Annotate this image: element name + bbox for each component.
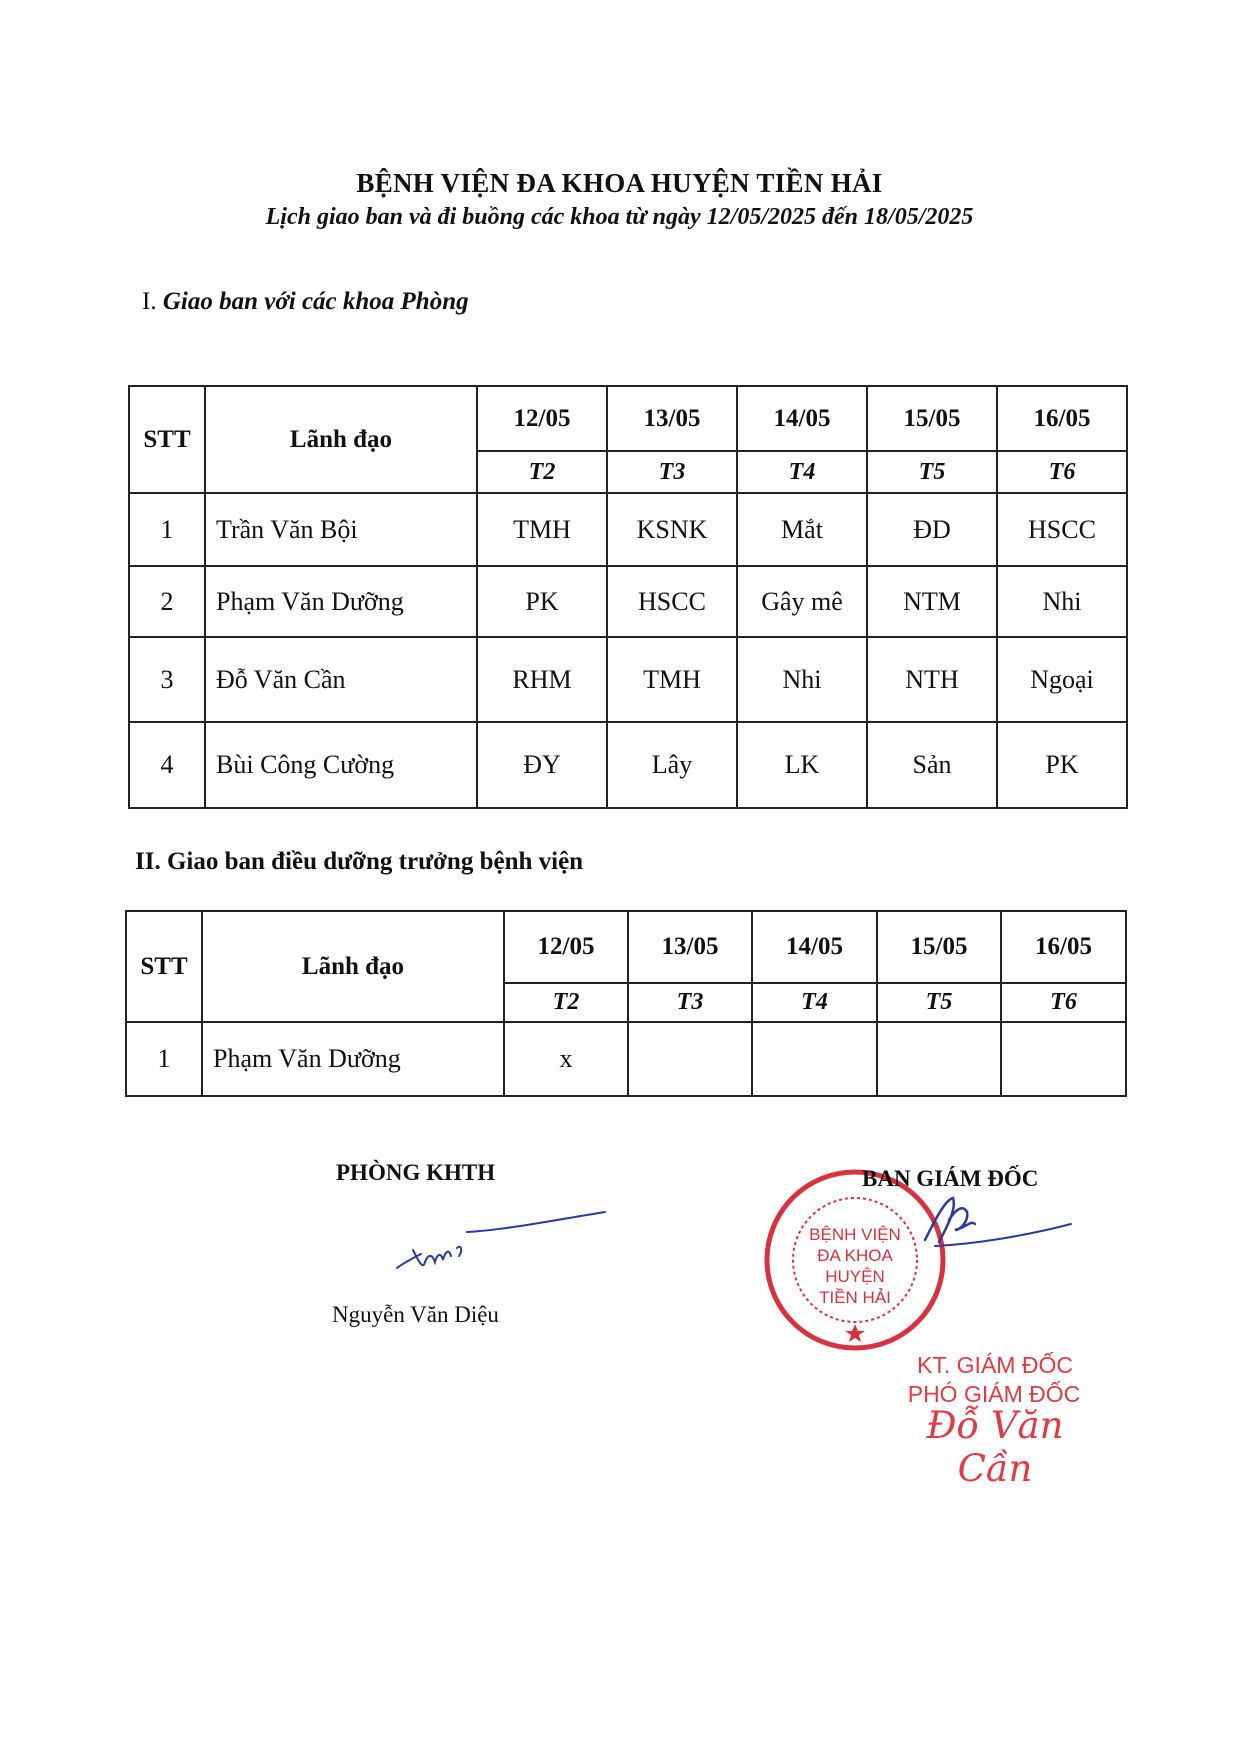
header-stt: STT xyxy=(126,911,202,1022)
header-date: 14/05 xyxy=(737,386,867,451)
header-stt: STT xyxy=(129,386,205,493)
schedule-cell: ĐD xyxy=(867,493,997,566)
row-stt: 3 xyxy=(129,637,205,722)
section-1-heading xyxy=(142,288,469,316)
khth-signer-name: Nguyễn Văn Diệu xyxy=(332,1302,499,1327)
header-leader: Lãnh đạo xyxy=(205,386,477,493)
schedule-cell: Nhi xyxy=(737,637,867,722)
schedule-cell: Ngoại xyxy=(997,637,1127,722)
header-date: 12/05 xyxy=(477,386,607,451)
seal-line-2: ĐA KHOA xyxy=(817,1246,893,1265)
section-1-table xyxy=(128,385,1128,809)
khth-signature xyxy=(385,1200,615,1280)
row-leader-name: Bùi Công Cường xyxy=(205,722,477,808)
row-leader-name: Phạm Văn Dưỡng xyxy=(202,1022,504,1096)
row-stt: 2 xyxy=(129,566,205,637)
header-date: 16/05 xyxy=(997,386,1127,451)
hospital-title: BỆNH VIỆN ĐA KHOA HUYỆN TIỀN HẢI xyxy=(356,168,883,198)
header-day: T2 xyxy=(504,983,628,1022)
section-1-number: I. xyxy=(142,288,163,315)
header-date: 14/05 xyxy=(752,911,877,983)
row-stt: 1 xyxy=(126,1022,202,1096)
schedule-cell xyxy=(752,1022,877,1096)
deputy-title-line-2: PHÓ GIÁM ĐỐC xyxy=(907,1381,1081,1407)
header-date: 13/05 xyxy=(607,386,737,451)
header-day: T4 xyxy=(737,451,867,493)
deputy-title-line-1: KT. GIÁM ĐỐC xyxy=(917,1352,1073,1378)
schedule-cell: TMH xyxy=(477,493,607,566)
deputy-director-name: Đỗ Văn Cần xyxy=(926,1404,1064,1490)
schedule-cell: NTH xyxy=(867,637,997,722)
table-header-row xyxy=(129,386,1127,451)
header-leader: Lãnh đạo xyxy=(202,911,504,1022)
header-day: T3 xyxy=(607,451,737,493)
seal-line-4: TIỀN HẢI xyxy=(819,1288,891,1307)
schedule-cell: Sản xyxy=(867,722,997,808)
schedule-cell: HSCC xyxy=(997,493,1127,566)
header-day: T4 xyxy=(752,983,877,1022)
table-header-row xyxy=(126,911,1126,983)
row-stt: 4 xyxy=(129,722,205,808)
table-row xyxy=(126,1022,1126,1096)
section-2-heading: II. Giao ban điều dưỡng trưởng bệnh viện xyxy=(135,848,584,875)
header-date: 15/05 xyxy=(867,386,997,451)
schedule-cell: HSCC xyxy=(607,566,737,637)
directorate-label: BAN GIÁM ĐỐC xyxy=(862,1166,1039,1191)
schedule-subtitle: Lịch giao ban và đi buồng các khoa từ ngày 12/05/2025 đến 18/05/2025 xyxy=(265,204,974,230)
schedule-cell xyxy=(628,1022,752,1096)
schedule-cell xyxy=(1001,1022,1126,1096)
table-row xyxy=(129,637,1127,722)
header-day: T5 xyxy=(867,451,997,493)
header-date: 12/05 xyxy=(504,911,628,983)
schedule-cell: NTM xyxy=(867,566,997,637)
schedule-cell: Nhi xyxy=(997,566,1127,637)
header-date: 16/05 xyxy=(1001,911,1126,983)
header-day: T5 xyxy=(877,983,1001,1022)
table-row xyxy=(129,566,1127,637)
section-2-table xyxy=(125,910,1127,1097)
schedule-cell: LK xyxy=(737,722,867,808)
schedule-cell xyxy=(877,1022,1001,1096)
header-day: T3 xyxy=(628,983,752,1022)
seal-line-3: HUYỆN xyxy=(825,1267,885,1286)
schedule-cell: PK xyxy=(477,566,607,637)
row-stt: 1 xyxy=(129,493,205,566)
header-day: T6 xyxy=(997,451,1127,493)
row-leader-name: Phạm Văn Dưỡng xyxy=(205,566,477,637)
section-1-title: Giao ban với các khoa Phòng xyxy=(162,288,469,315)
schedule-cell: x xyxy=(504,1022,628,1096)
table-row xyxy=(129,493,1127,566)
schedule-cell: RHM xyxy=(477,637,607,722)
table-row xyxy=(129,722,1127,808)
director-signature xyxy=(905,1190,1075,1260)
schedule-cell: ĐY xyxy=(477,722,607,808)
schedule-cell: PK xyxy=(997,722,1127,808)
seal-line-1: BỆNH VIỆN xyxy=(809,1225,901,1244)
row-leader-name: Trần Văn Bội xyxy=(205,493,477,566)
schedule-cell: Lây xyxy=(607,722,737,808)
header-date: 15/05 xyxy=(877,911,1001,983)
header-day: T2 xyxy=(477,451,607,493)
schedule-cell: KSNK xyxy=(607,493,737,566)
schedule-cell: TMH xyxy=(607,637,737,722)
schedule-cell: Mắt xyxy=(737,493,867,566)
khth-office-label: PHÒNG KHTH xyxy=(336,1160,496,1185)
schedule-cell: Gây mê xyxy=(737,566,867,637)
row-leader-name: Đỗ Văn Cần xyxy=(205,637,477,722)
header-date: 13/05 xyxy=(628,911,752,983)
header-day: T6 xyxy=(1001,983,1126,1022)
